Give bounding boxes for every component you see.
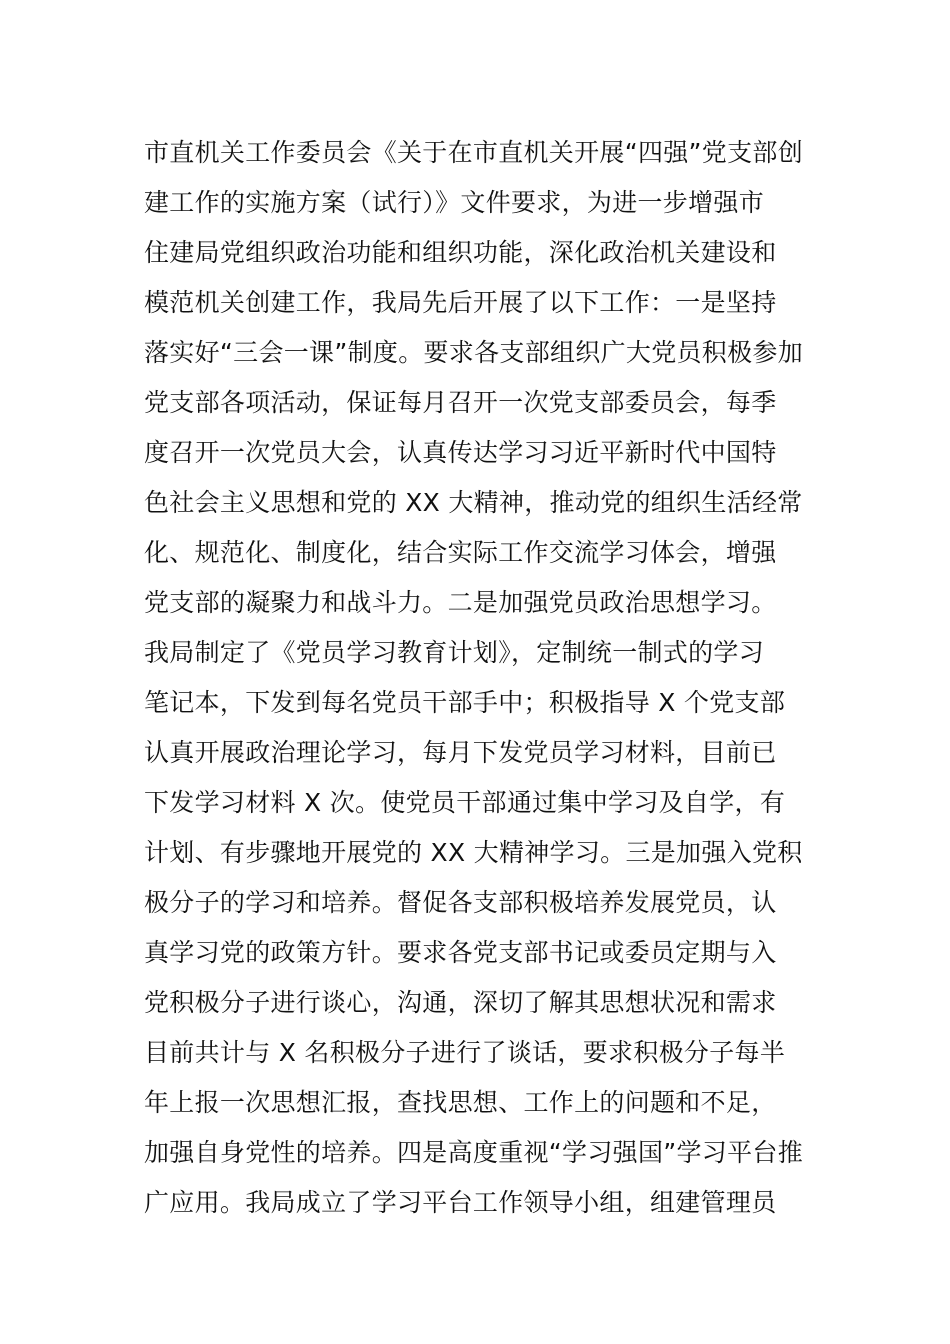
text-line-12: 笔记本，下发到每名党员干部手中；积极指导 X 个党支部 — [144, 688, 786, 717]
text-line-20: 年上报一次思想汇报，查找思想、工作上的问题和不足， — [144, 1088, 777, 1117]
body-paragraph — [144, 128, 814, 1228]
text-line-5: 落实好“三会一课”制度。要求各支部组织广大党员积极参加 — [144, 338, 804, 367]
text-line-18: 党积极分子进行谈心，沟通，深切了解其思想状况和需求 — [144, 988, 777, 1017]
text-line-14: 下发学习材料 X 次。使党员干部通过集中学习及自学，有 — [144, 788, 786, 817]
text-line-22: 广应用。我局成立了学习平台工作领导小组，组建管理员 — [144, 1188, 777, 1217]
text-line-10: 党支部的凝聚力和战斗力。二是加强党员政治思想学习。 — [144, 588, 777, 617]
text-line-2: 建工作的实施方案（试行）》文件要求，为进一步增强市 — [144, 188, 765, 217]
text-line-21: 加强自身党性的培养。四是高度重视“学习强国”学习平台推 — [144, 1138, 804, 1167]
text-line-3: 住建局党组织政治功能和组织功能，深化政治机关建设和 — [144, 238, 777, 267]
text-line-17: 真学习党的政策方针。要求各党支部书记或委员定期与入 — [144, 938, 777, 967]
text-line-15: 计划、有步骤地开展党的 XX 大精神学习。三是加强入党积 — [144, 838, 803, 867]
text-line-11: 我局制定了《党员学习教育计划》，定制统一制式的学习 — [144, 638, 765, 667]
text-line-13: 认真开展政治理论学习，每月下发党员学习材料，目前已 — [144, 738, 777, 767]
text-line-16: 极分子的学习和培养。督促各支部积极培养发展党员，认 — [144, 888, 777, 917]
text-line-9: 化、规范化、制度化，结合实际工作交流学习体会，增强 — [144, 538, 777, 567]
text-line-4: 模范机关创建工作，我局先后开展了以下工作：一是坚持 — [144, 288, 777, 317]
text-line-6: 党支部各项活动，保证每月召开一次党支部委员会，每季 — [144, 388, 777, 417]
text-line-19: 目前共计与 X 名积极分子进行了谈话，要求积极分子每半 — [144, 1038, 786, 1067]
text-line-1: 市直机关工作委员会《关于在市直机关开展“四强”党支部创 — [144, 138, 804, 167]
text-line-8: 色社会主义思想和党的 XX 大精神，推动党的组织生活经常 — [144, 488, 803, 517]
text-line-7: 度召开一次党员大会，认真传达学习习近平新时代中国特 — [144, 438, 777, 467]
